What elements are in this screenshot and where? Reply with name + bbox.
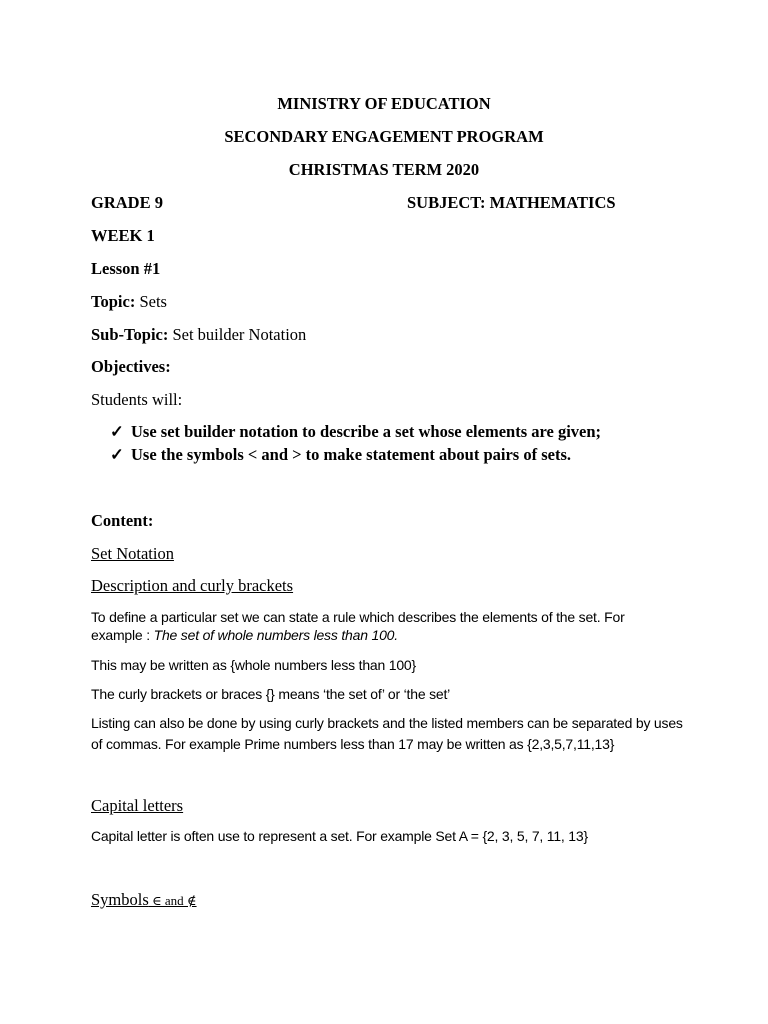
- symbols-glyphs: ∈ and ∉: [148, 893, 197, 908]
- lesson-label: Lesson #1: [91, 259, 161, 278]
- program-title: SECONDARY ENGAGEMENT PROGRAM: [224, 127, 544, 146]
- subject-label: SUBJECT: MATHEMATICS: [407, 193, 616, 212]
- example-prefix: example :: [91, 627, 154, 643]
- term-title: CHRISTMAS TERM 2020: [288, 160, 480, 179]
- symbols-label: Symbols: [91, 890, 149, 909]
- checkmark-icon: ✓: [110, 445, 124, 464]
- example-italic: The set of whole numbers less than 100.: [153, 627, 398, 643]
- checkmark-icon: ✓: [110, 422, 124, 441]
- objective-item: [110, 445, 571, 465]
- objective-item: [110, 422, 601, 442]
- topic-line: [91, 292, 167, 312]
- topic-label: Topic:: [91, 292, 136, 311]
- subtopic-line: [91, 325, 306, 345]
- objective-text: Use the symbols < and > to make statement about pairs of sets.: [131, 445, 572, 464]
- paragraph-line: Capital letter is often use to represent a set. For example Set A = {2, 3, 5, 7, 11, 13}: [91, 828, 588, 844]
- ministry-title: MINISTRY OF EDUCATION: [277, 94, 491, 113]
- subtopic-value: Set builder Notation: [168, 325, 307, 344]
- objectives-label: Objectives:: [91, 357, 171, 376]
- paragraph-line: [91, 627, 398, 643]
- content-label: Content:: [91, 511, 154, 530]
- description-heading: Description and curly brackets: [91, 576, 294, 595]
- students-will: Students will:: [91, 390, 183, 409]
- symbols-heading: [91, 890, 197, 910]
- grade-label: GRADE 9: [91, 193, 163, 212]
- set-notation-heading: Set Notation: [91, 544, 174, 563]
- paragraph-line: The curly brackets or braces {} means ‘the set of’ or ‘the set’: [91, 686, 451, 702]
- capital-letters-heading: Capital letters: [91, 796, 184, 815]
- objective-text: Use set builder notation to describe a set whose elements are given;: [131, 422, 602, 441]
- subtopic-label: Sub-Topic:: [91, 325, 169, 344]
- paragraph-line: To define a particular set we can state a rule which describes the elements of the set. For: [91, 609, 625, 625]
- paragraph-line: This may be written as {whole numbers less than 100}: [91, 657, 416, 673]
- paragraph-line: Listing can also be done by using curly brackets and the listed members can be separated by uses: [91, 715, 683, 731]
- paragraph-line: of commas. For example Prime numbers less than 17 may be written as {2,3,5,7,11,13}: [91, 736, 615, 752]
- topic-value: Sets: [135, 292, 167, 311]
- week-label: WEEK 1: [91, 226, 155, 245]
